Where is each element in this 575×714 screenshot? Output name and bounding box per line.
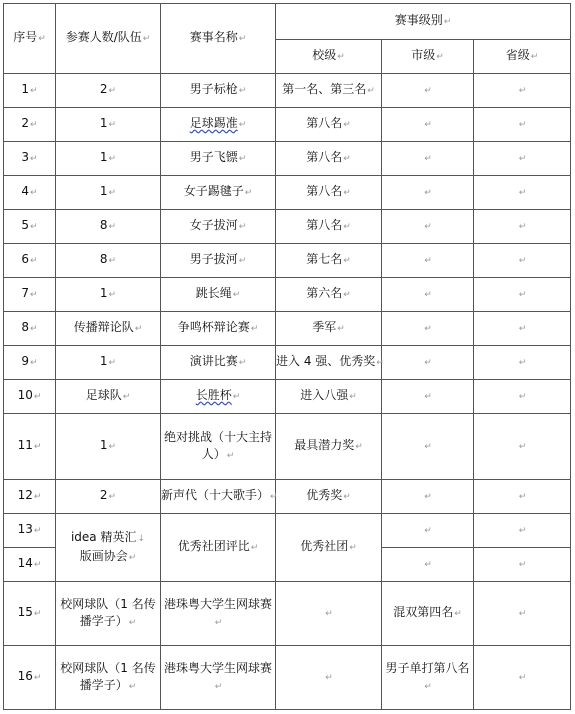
cell-province: ↵: [474, 380, 571, 414]
cell-event: 男子标枪↵: [161, 74, 276, 108]
cell-city: ↵: [382, 244, 474, 278]
cell-event: 男子拔河↵: [161, 244, 276, 278]
cell-city: ↵: [382, 108, 474, 142]
cell-city: ↵: [382, 380, 474, 414]
cell-participants: idea 精英汇↓ 版画协会↵: [56, 514, 161, 582]
table-row: [4, 142, 571, 176]
cell-participants: 校网球队（1 名传播学子）↵: [56, 582, 161, 646]
table-row: [4, 346, 571, 380]
cell-school: ↵: [276, 582, 382, 646]
cell-seq: 7↵: [4, 278, 56, 312]
cell-seq: 6↵: [4, 244, 56, 278]
cell-province: ↵: [474, 480, 571, 514]
cell-province: ↵: [474, 142, 571, 176]
cell-city: ↵: [382, 514, 474, 548]
cell-province: ↵: [474, 278, 571, 312]
cell-province: ↵: [474, 244, 571, 278]
cell-city: ↵: [382, 210, 474, 244]
table-row: [4, 108, 571, 142]
table-row: [4, 176, 571, 210]
cell-province: ↵: [474, 514, 571, 548]
cell-province: ↵: [474, 646, 571, 710]
cell-event: 争鸣杯辩论赛↵: [161, 312, 276, 346]
cell-school: 季军↵: [276, 312, 382, 346]
cell-city: ↵: [382, 346, 474, 380]
cell-school: 第一名、第三名↵: [276, 74, 382, 108]
cell-event: 女子拔河↵: [161, 210, 276, 244]
cell-school: 进入八强↵: [276, 380, 382, 414]
cell-province: ↵: [474, 414, 571, 480]
header-row-1: [4, 4, 571, 40]
table-row: [4, 480, 571, 514]
table-row: [4, 380, 571, 414]
cell-seq: 13↵: [4, 514, 56, 548]
cell-school: 第八名↵: [276, 176, 382, 210]
table-row: [4, 210, 571, 244]
cell-seq: 9↵: [4, 346, 56, 380]
cell-event: 新声代（十大歌手）↵: [161, 480, 276, 514]
cell-school: ↵: [276, 646, 382, 710]
cell-province: ↵: [474, 74, 571, 108]
cell-province: ↵: [474, 210, 571, 244]
cell-school: 第六名↵: [276, 278, 382, 312]
cell-participants: 足球队↵: [56, 380, 161, 414]
cell-school: 第八名↵: [276, 142, 382, 176]
table-row: [4, 414, 571, 480]
cell-participants: 1↵: [56, 346, 161, 380]
award-table: [3, 3, 571, 710]
table-row: [4, 244, 571, 278]
cell-city: ↵: [382, 312, 474, 346]
cell-participants: 2↵: [56, 480, 161, 514]
cell-participants: 2↵: [56, 74, 161, 108]
cell-seq: 1↵: [4, 74, 56, 108]
cell-school: 第七名↵: [276, 244, 382, 278]
cell-seq: 10↵: [4, 380, 56, 414]
cell-city: 男子单打第八名↵: [382, 646, 474, 710]
cell-school: 第八名↵: [276, 210, 382, 244]
cell-seq: 8↵: [4, 312, 56, 346]
cell-event: 港珠粤大学生网球赛↵: [161, 582, 276, 646]
cell-seq: 15↵: [4, 582, 56, 646]
cell-school: 优秀社团↵: [276, 514, 382, 582]
table-row: [4, 74, 571, 108]
cell-city: ↵: [382, 414, 474, 480]
cell-participants: 1↵: [56, 278, 161, 312]
cell-seq: 3↵: [4, 142, 56, 176]
cell-event: 跳长绳↵: [161, 278, 276, 312]
cell-school: 最具潜力奖↵: [276, 414, 382, 480]
cell-event: 长胜杯↵: [161, 380, 276, 414]
header-level: 赛事级别↵: [276, 4, 571, 40]
cell-city: ↵: [382, 548, 474, 582]
cell-participants: 校网球队（1 名传播学子）↵: [56, 646, 161, 710]
cell-province: ↵: [474, 312, 571, 346]
table-row: [4, 514, 571, 548]
cell-city: ↵: [382, 74, 474, 108]
header-province: 省级↵: [474, 40, 571, 74]
cell-city: ↵: [382, 278, 474, 312]
cell-participants: 传播辩论队↵: [56, 312, 161, 346]
cell-school: 第八名↵: [276, 108, 382, 142]
cell-seq: 11↵: [4, 414, 56, 480]
cell-city: ↵: [382, 480, 474, 514]
table-row: [4, 312, 571, 346]
cell-event: 女子踢毽子↵: [161, 176, 276, 210]
header-school: 校级↵: [276, 40, 382, 74]
cell-event: 优秀社团评比↵: [161, 514, 276, 582]
cell-province: ↵: [474, 582, 571, 646]
header-participants: 参赛人数/队伍↵: [56, 4, 161, 74]
table-row: [4, 646, 571, 710]
cell-event: 港珠粤大学生网球赛↵: [161, 646, 276, 710]
cell-province: ↵: [474, 108, 571, 142]
cell-city: 混双第四名↵: [382, 582, 474, 646]
cell-event: 绝对挑战（十大主持人）↵: [161, 414, 276, 480]
cell-participants: 1↵: [56, 108, 161, 142]
header-event: 赛事名称↵: [161, 4, 276, 74]
cell-seq: 12↵: [4, 480, 56, 514]
cell-seq: 5↵: [4, 210, 56, 244]
cell-seq: 4↵: [4, 176, 56, 210]
cell-participants: 1↵: [56, 414, 161, 480]
header-seq: 序号↵: [4, 4, 56, 74]
cell-province: ↵: [474, 548, 571, 582]
cell-participants: 1↵: [56, 142, 161, 176]
cell-event: 男子飞镖↵: [161, 142, 276, 176]
table-row: [4, 278, 571, 312]
cell-participants: 8↵: [56, 210, 161, 244]
award-table-container: [3, 3, 571, 710]
cell-province: ↵: [474, 176, 571, 210]
cell-event: 演讲比赛↵: [161, 346, 276, 380]
cell-event: 足球踢准↵: [161, 108, 276, 142]
cell-province: ↵: [474, 346, 571, 380]
cell-city: ↵: [382, 176, 474, 210]
cell-school: 进入 4 强、优秀奖↵: [276, 346, 382, 380]
cell-school: 优秀奖↵: [276, 480, 382, 514]
cell-seq: 14↵: [4, 548, 56, 582]
cell-participants: 1↵: [56, 176, 161, 210]
header-city: 市级↵: [382, 40, 474, 74]
cell-seq: 16↵: [4, 646, 56, 710]
table-row: [4, 582, 571, 646]
cell-city: ↵: [382, 142, 474, 176]
cell-seq: 2↵: [4, 108, 56, 142]
cell-participants: 8↵: [56, 244, 161, 278]
